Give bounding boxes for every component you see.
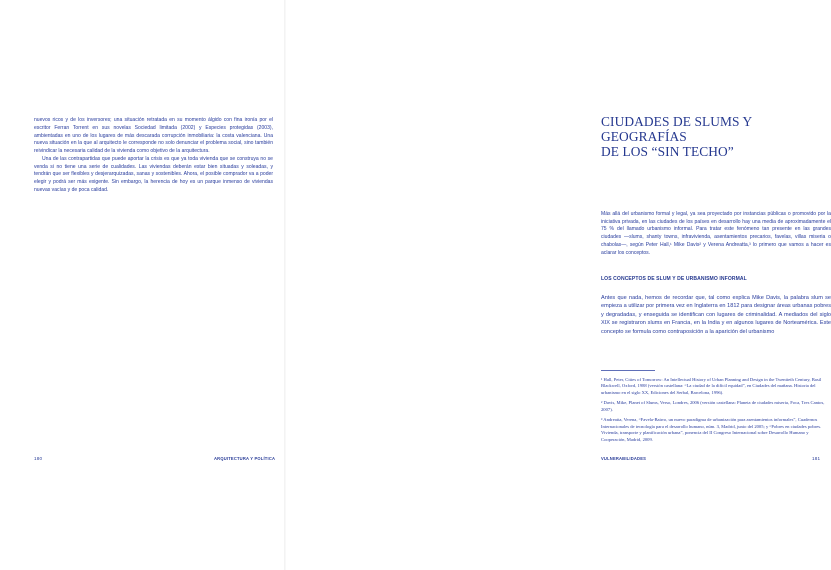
- left-paragraph-2: Una de las contrapartidas que puede aportar la crisis es que ya toda vivienda que se construya no se venda si no tiene una serie de cualidades. Las viviendas deberán estar bien situadas y soleadas, y tendrán que ser flexibles y desjerarquizadas, sanas y sostenibles. Ahora, el posible comprador va a poder elegir y podrá ser más exigente. Sin embargo, la herencia de hoy es un parque inmenso de viviendas nuevas vacías y de poca calidad.: [34, 155, 273, 193]
- right-page-number: 181: [812, 456, 821, 461]
- footnote-2: ² Davis, Mike, Planet of Slums, Verso, Londres, 2006 (versión castellana: Planeta de ciudades miseria, Foca, Tres Cantos, 2007).: [601, 400, 825, 412]
- left-paragraph-1: nuevos ricos y de los inversores; una situación retratada en su momento álgido con fina ironía por el escritor Ferran Torrent en sus novelas Sociedad limitada (2002) y Especies protegidas (2003), ambientadas en uno de los lugares de más descarada corrupción inmobiliaria: la costa valenciana. Una nueva situación en la que al arquitecto le corresponde no solo denunciar el problema social, sino también reivindicar la necesaria calidad de la vivienda como objetivo de la arquitectura.: [34, 117, 273, 154]
- section-body-text: [601, 294, 831, 336]
- left-page: [0, 0, 285, 570]
- chapter-title: [601, 114, 831, 159]
- footnote-divider: [601, 370, 655, 371]
- chapter-title-line-2: DE LOS “SIN TECHO”: [601, 144, 734, 159]
- section-paragraph: Antes que nada, hemos de recordar que, tal como explica Mike Davis, la palabra slum se empieza a utilizar por primera vez en Inglaterra en 1812 para designar áreas urbanas pobres y degradadas, y enseguida se identifican con lugares de criminalidad. A mediados del siglo XIX se registraron slums en Francia, en la India y en algunos lugares de Norteamérica. Este concepto se formula como contraposición a la aparición del urbanismo: [601, 295, 831, 335]
- right-page: [285, 0, 831, 570]
- intro-paragraph: Más allá del urbanismo formal y legal, ya sea proyectado por instancias públicas o promovido por la iniciativa privada, en las ciudades de los países en desarrollo hay una media de aproximadamente el 75 % del llamado urbanismo informal. Para tratar este fenómeno tan presente en las grandes ciudades —slums, shanty towns, infravivienda, asentamientos precarios, favelas, villas miseria o chabolas—, según Peter Hall,¹ Mike Davis² y Verena Andreatta,³ lo primero que vamos a hacer es aclarar los conceptos.: [601, 211, 831, 256]
- right-running-head: VULNERABILIDADES: [601, 456, 647, 461]
- intro-text: [601, 211, 831, 257]
- footnotes: [601, 377, 831, 447]
- left-running-head: ARQUITECTURA Y POLÍTICA: [214, 456, 276, 461]
- left-page-number: 180: [34, 456, 43, 461]
- left-body-text: [34, 117, 273, 195]
- footnote-1: ¹ Hall, Peter, Cities of Tomorrow: An Intellectual History of Urban Planning and Design in the Twentieth Century, Basil Blackwell, Oxford, 1988 (versión castellana: “La ciudad de la difícil equidad”, en Ciudades del mañana. Historia del urbanismo en el siglo XX, Ediciones del Serbal, Barcelona, 1996).: [601, 377, 822, 395]
- chapter-title-line-1: CIUDADES DE SLUMS Y GEOGRAFÍAS: [601, 114, 752, 144]
- section-heading: LOS CONCEPTOS DE SLUM Y DE URBANISMO INFORMAL: [601, 276, 747, 282]
- footnote-3: ³ Andreatta, Verena, “Favela-Bairro, un nuevo paradigma de urbanización para asentamientos informales”, Cuadernos Internacionales de tecnología para el desarrollo humano, núm. 3, Madrid, junio del 2005; y “Pobres en ciudades pobres. Vivienda, transporte y planificación urbana”, ponencia del II Congreso Internacional sobre Desarrollo Humano y Cooperación, Madrid, 2009.: [601, 417, 822, 442]
